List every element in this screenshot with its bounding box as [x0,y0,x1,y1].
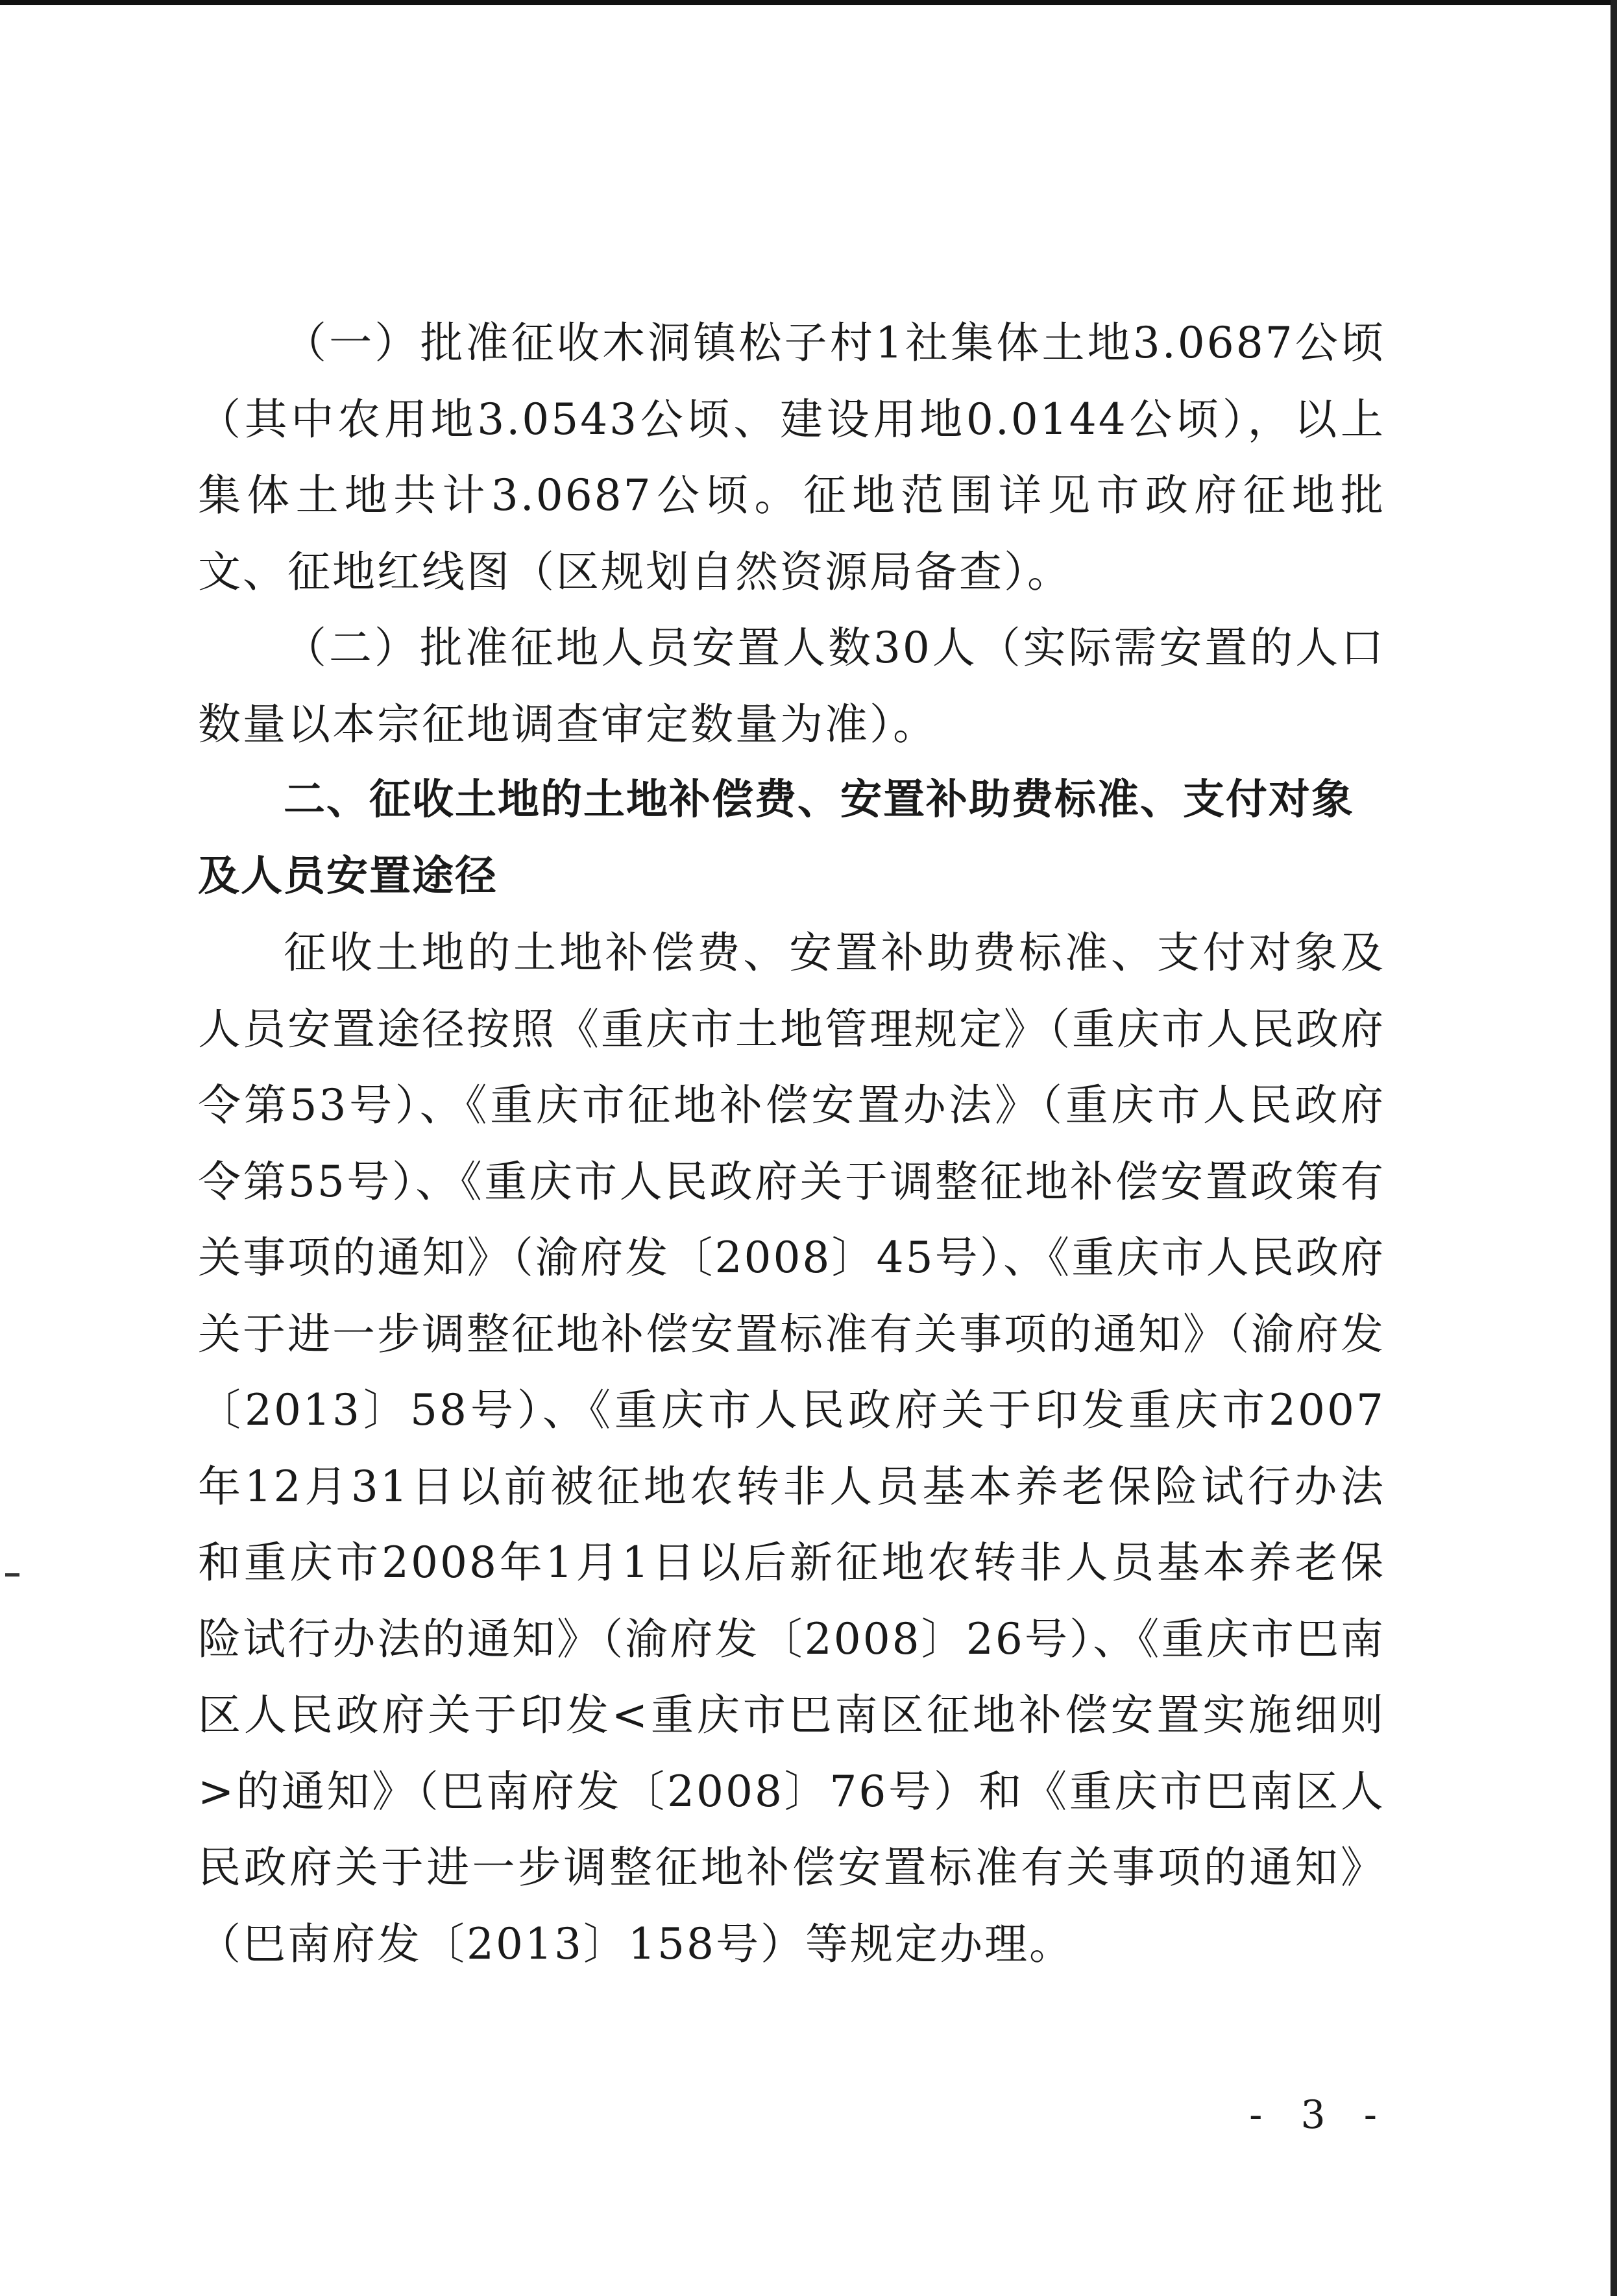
paragraph-compensation-regulations: 征收土地的土地补偿费、安置补助费标准、支付对象及人员安置途径按照《重庆市土地管理规定》（重庆市人民政府令第53号）、《重庆市征地补偿安置办法》（重庆市人民政府令第55号）、《重庆市人民政府关于调整征地补偿安置政策有关事项的通知》（渝府发〔2008〕45号）、《重庆市人民政府关于进一步调整征地补偿安置标准有关事项的通知》（渝府发〔2013〕58号）、《重庆市人民政府关于印发重庆市2007年12月31日以前被征地农转非人员基本养老保险试行办法和重庆市2008年1月1日以后新征地农转非人员基本养老保险试行办法的通知》（渝府发〔2008〕26号）、《重庆市巴南区人民政府关于印发<重庆市巴南区征地补偿安置实施细则>的通知》（巴南府发〔2008〕76号）和《重庆市巴南区人民政府关于进一步调整征地补偿安置标准有关事项的通知》（巴南府发〔2013〕158号）等规定办理。 [198,928,1385,1969]
scan-edge-top [0,0,1617,5]
binding-mark [5,1573,19,1577]
document-body [198,305,1385,1982]
paragraph-resettlement-count: （二）批准征地人员安置人数30人（实际需安置的人口数量以本宗征地调查审定数量为准）。 [198,623,1385,749]
scan-edge-right [1611,0,1617,2296]
section-heading-compensation: 二、征收土地的土地补偿费、安置补助费标准、支付对象及人员安置途径 [198,776,1354,900]
paragraph-land-acquisition: （一）批准征收木洞镇松子村1社集体土地3.0687公顷（其中农用地3.0543公顷、建设用地0.0144公顷），以上集体土地共计3.0687公顷。征地范围详见市政府征地批文、征地红线图（区规划自然资源局备查）。 [198,318,1385,597]
page-number: - 3 - [1249,2092,1390,2138]
